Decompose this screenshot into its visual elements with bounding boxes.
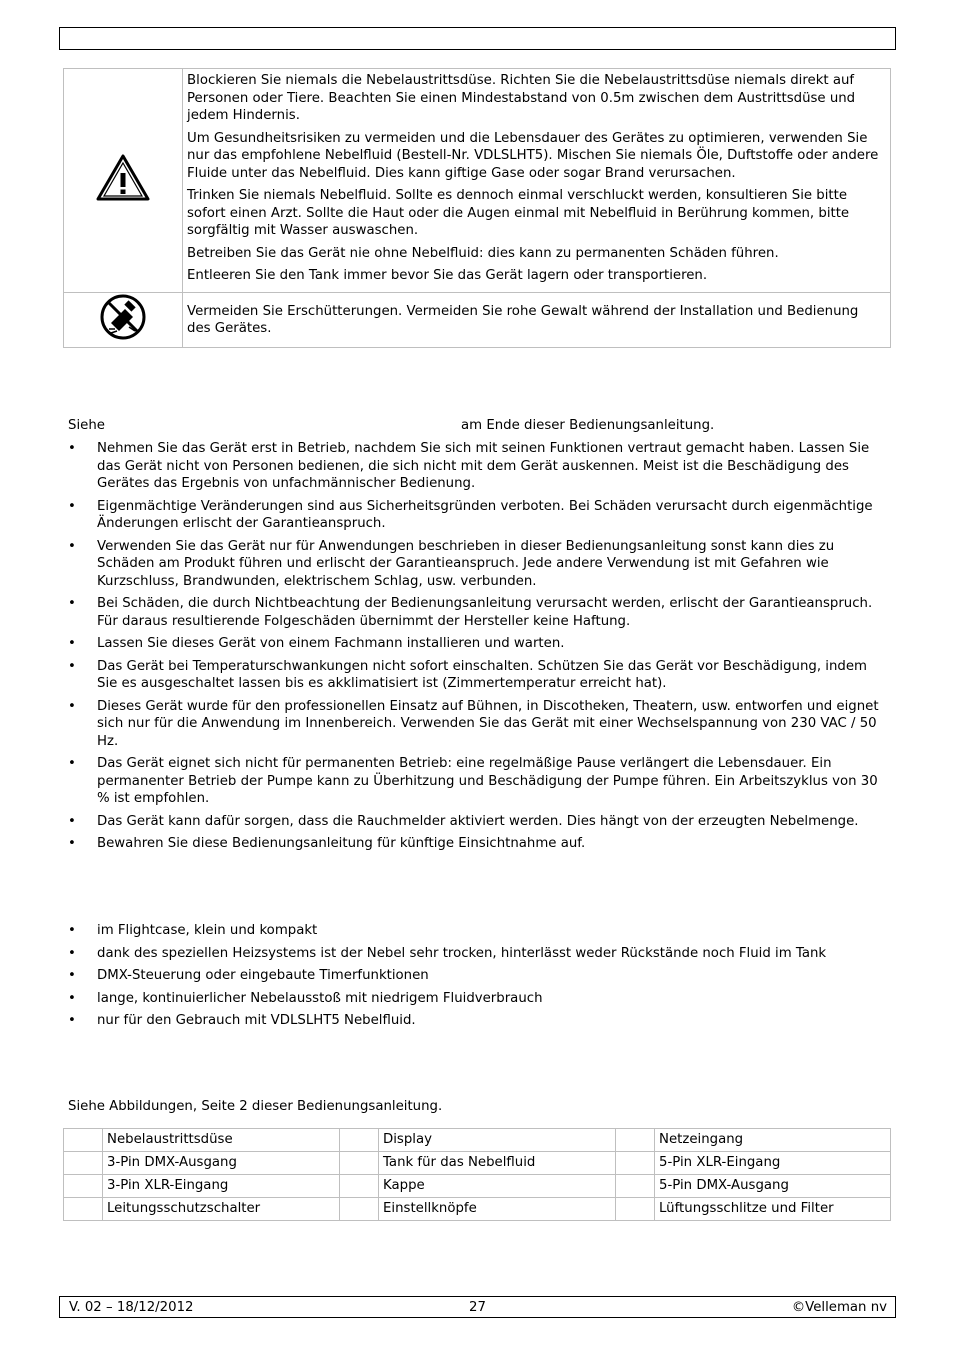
part-label: Display [379,1129,616,1152]
item-number-cell [340,1198,379,1221]
item-number-cell [616,1198,655,1221]
table-row [64,1152,891,1175]
warning-icon-cell [64,69,183,293]
warning-paragraph: Betreiben Sie das Gerät nie ohne Nebelfluid: dies kann zu permanenten Schäden führen. [187,245,779,261]
warning-row-fog [64,69,891,293]
list-item: • DMX-Steuerung oder eingebaute Timerfunktionen [68,967,890,985]
warning-table [63,68,891,348]
part-label: 5-Pin XLR-Eingang [655,1152,891,1175]
part-label: Lüftungsschlitze und Filter [655,1198,891,1221]
table-row [64,1175,891,1198]
list-item: • nur für den Gebrauch mit VDLSLHT5 Nebelfluid. [68,1012,890,1030]
item-number-cell [64,1129,103,1152]
item-number-cell [616,1175,655,1198]
item-number-cell [64,1198,103,1221]
warning-paragraph: Um Gesundheitsrisiken zu vermeiden und die Lebensdauer des Gerätes zu optimieren, verwenden Sie nur das empfohlene Nebelfluid (Bestell-Nr. VDLSLHT5). Mischen Sie niemals Öle, Duftstoffe oder andere Fluide unter das Nebelfluid. Dies kann giftige Gase oder sogar Brand verursachen. [187,130,879,181]
list-item: • dank des speziellen Heizsystems ist der Nebel sehr trocken, hinterlässt weder Rückstände noch Fluid im Tank [68,945,890,963]
guidelines-intro-suffix: am Ende dieser Bedienungsanleitung. [461,418,715,433]
part-label: Netzeingang [655,1129,891,1152]
table-row [64,1198,891,1221]
guidelines-intro-prefix: Siehe [68,418,105,433]
list-item: • Bewahren Sie diese Bedienungsanleitung für künftige Einsichtnahme auf. [68,835,890,853]
list-item: • Eigenmächtige Veränderungen sind aus Sicherheitsgründen verboten. Bei Schäden verursacht durch eigenmächtige Änderungen erlischt der Garantieanspruch. [68,498,890,533]
shock-text-cell [183,292,891,347]
list-item: • Dieses Gerät wurde für den professionellen Einsatz auf Bühnen, in Discotheken, Theatern, usw. entworfen und eignet sich nur für die Anwendung im Innenbereich. Verwenden Sie das Gerät mit einer Wechselspannung von 230 VAC / 50 Hz. [68,698,890,751]
page-footer [59,1296,896,1318]
guidelines-list [68,440,890,858]
part-label: Leitungsschutzschalter [103,1198,340,1221]
shock-warning-text: Vermeiden Sie Erschütterungen. Vermeiden Sie rohe Gewalt während der Installation und Bedienung des Gerätes. [187,303,859,336]
part-label: 5-Pin DMX-Ausgang [655,1175,891,1198]
warning-text-cell [183,69,891,293]
part-label: Einstellknöpfe [379,1198,616,1221]
item-number-cell [616,1129,655,1152]
footer-page-number: 27 [469,1300,486,1315]
part-label: 3-Pin XLR-Eingang [103,1175,340,1198]
list-item: • Das Gerät bei Temperaturschwankungen nicht sofort einschalten. Schützen Sie das Gerät vor Beschädigung, indem Sie es ausgeschaltet lassen bis es akklimatisiert ist (Zimmertemperatur erreicht hat). [68,658,890,693]
shock-icon-cell [64,292,183,347]
list-item: • im Flightcase, klein und kompakt [68,922,890,940]
list-item: • Nehmen Sie das Gerät erst in Betrieb, nachdem Sie sich mit seinen Funktionen vertraut gemacht haben. Lassen Sie das Gerät nicht von Personen bedienen, die sich nicht mit dem Gerät auskennen. Meist ist die Beschädigung des Gerätes das Ergebnis von unfachmännischer Bedienung. [68,440,890,493]
no-shock-icon [99,293,147,341]
features-list [68,922,890,1035]
item-number-cell [616,1152,655,1175]
table-row [64,1129,891,1152]
part-label: Nebelaustrittsdüse [103,1129,340,1152]
list-item: • Das Gerät eignet sich nicht für permanenten Betrieb: eine regelmäßige Pause verlängert die Lebensdauer. Ein permanenter Betrieb der Pumpe kann zu Überhitzung und Beschädigung der Pumpe führen. Ein Arbeitszyklus von 30 % ist empfohlen. [68,755,890,808]
page-header-box [59,27,896,50]
list-item: • lange, kontinuierlicher Nebelausstoß mit niedrigem Fluidverbrauch [68,990,890,1008]
footer-copyright: ©Velleman nv [791,1300,887,1315]
overview-intro: Siehe Abbildungen, Seite 2 dieser Bedienungsanleitung. [68,1099,443,1114]
warning-paragraph: Trinken Sie niemals Nebelfluid. Sollte es dennoch einmal verschluckt werden, konsultieren Sie bitte sofort einen Arzt. Sollte die Haut oder die Augen einmal mit Nebelfluid in Berührung kommen, bitte sorgfältig mit Wasser auswaschen. [187,188,850,238]
part-label: 3-Pin DMX-Ausgang [103,1152,340,1175]
list-item: • Bei Schäden, die durch Nichtbeachtung der Bedienungsanleitung verursacht werden, erlischt der Garantieanspruch. Für daraus resultierende Folgeschäden übernimmt der Hersteller keine Haftung. [68,595,890,630]
list-item: • Das Gerät kann dafür sorgen, dass die Rauchmelder aktiviert werden. Dies hängt von der erzeugten Nebelmenge. [68,813,890,831]
warning-row-shock [64,292,891,347]
item-number-cell [340,1152,379,1175]
item-number-cell [64,1175,103,1198]
footer-version: V. 02 – 18/12/2012 [69,1300,194,1315]
list-item: • Lassen Sie dieses Gerät von einem Fachmann installieren und warten. [68,635,890,653]
warning-paragraph: Blockieren Sie niemals die Nebelaustrittsdüse. Richten Sie die Nebelaustrittsdüse niemals direkt auf Personen oder Tiere. Beachten Sie einen Mindestabstand von 0.5m zwischen dem Austrittsdüse und jedem Hindernis. [187,73,856,123]
parts-table [63,1128,891,1221]
item-number-cell [64,1152,103,1175]
item-number-cell [340,1129,379,1152]
warning-paragraph: Entleeren Sie den Tank immer bevor Sie das Gerät lagern oder transportieren. [187,268,708,283]
item-number-cell [340,1175,379,1198]
warning-triangle-icon [95,153,151,203]
part-label: Kappe [379,1175,616,1198]
list-item: • Verwenden Sie das Gerät nur für Anwendungen beschrieben in dieser Bedienungsanleitung sonst kann dies zu Schäden am Produkt führen und erlischt der Garantieanspruch. Jede andere Verwendung ist mit Gefahren wie Kurzschluss, Brandwunden, elektrischem Schlag, usw. verbunden. [68,538,890,591]
part-label: Tank für das Nebelfluid [379,1152,616,1175]
